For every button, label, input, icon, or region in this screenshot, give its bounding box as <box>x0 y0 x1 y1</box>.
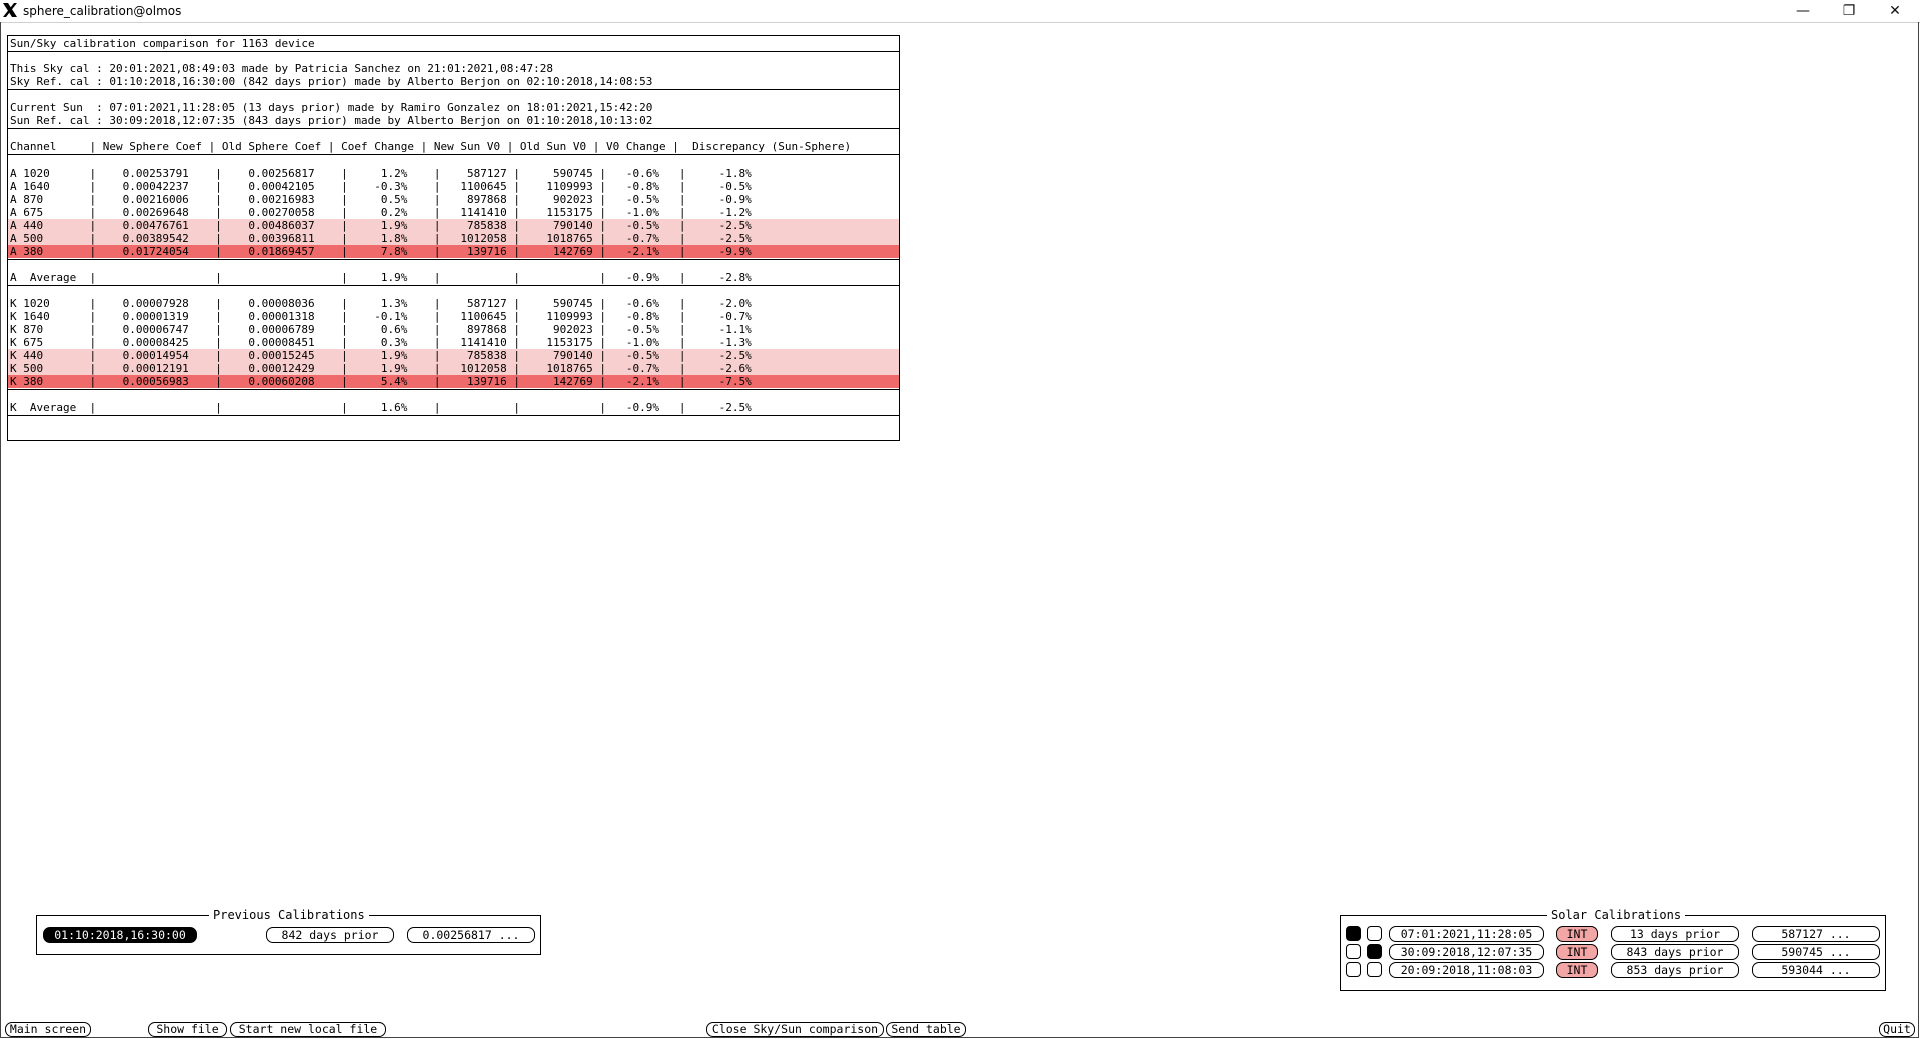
solar-cal-type-button[interactable]: INT <box>1556 944 1598 960</box>
divider <box>8 389 899 390</box>
solar-cal-date-button[interactable]: 30:09:2018,12:07:35 <box>1389 944 1544 960</box>
solar-cal-date-button[interactable]: 20:09:2018,11:08:03 <box>1389 962 1544 978</box>
table-row: K 440 | 0.00014954 | 0.00015245 | 1.9% | 785838 | 790140 | -0.5% | -2.5% <box>8 349 899 362</box>
solar-cal-days-button[interactable]: 13 days prior <box>1611 926 1739 942</box>
sky-ref-line: Sky Ref. cal : 01:10:2018,16:30:00 (842 days prior) made by Alberto Berjon on 02:10:2018,14:08:53 <box>10 75 653 88</box>
solar-calibrations-group <box>1340 908 1886 991</box>
solar-cal-value-button[interactable]: 587127 ... <box>1752 926 1880 942</box>
average-row: A Average | | | 1.9% | | | -0.9% | -2.8% <box>10 271 752 284</box>
sun-ref-radio[interactable] <box>1367 926 1382 941</box>
table-row: A 440 | 0.00476761 | 0.00486037 | 1.9% | 785838 | 790140 | -0.5% | -2.5% <box>8 219 899 232</box>
previous-cal-coef-button[interactable]: 0.00256817 ... <box>407 927 535 943</box>
table-row: K 675 | 0.00008425 | 0.00008451 | 0.3% | 1141410 | 1153175 | -1.0% | -1.3% <box>10 336 752 349</box>
divider <box>8 154 899 155</box>
previous-cal-date-button[interactable]: 01:10:2018,16:30:00 <box>43 927 197 943</box>
show-file-button[interactable]: Show file <box>148 1022 227 1037</box>
sun-select-radio[interactable] <box>1346 944 1361 959</box>
table-row: A 500 | 0.00389542 | 0.00396811 | 1.8% | 1012058 | 1018765 | -0.7% | -2.5% <box>8 232 899 245</box>
sun-select-radio[interactable] <box>1346 962 1361 977</box>
window-title: sphere_calibration@olmos <box>23 4 182 18</box>
window-frame-right <box>1918 22 1919 1038</box>
quit-button[interactable]: Quit <box>1879 1022 1915 1037</box>
report-header: Sun/Sky calibration comparison for 1163 device <box>10 37 315 50</box>
x-window-icon <box>2 2 18 18</box>
send-table-button[interactable]: Send table <box>886 1022 966 1037</box>
previous-cal-days-button[interactable]: 842 days prior <box>266 927 394 943</box>
restore-icon[interactable]: ❐ <box>1842 3 1856 19</box>
divider <box>8 89 899 90</box>
table-row: A 870 | 0.00216006 | 0.00216983 | 0.5% | 897868 | 902023 | -0.5% | -0.9% <box>10 193 752 206</box>
main-screen-button[interactable]: Main screen <box>5 1022 91 1037</box>
table-row: A 1640 | 0.00042237 | 0.00042105 | -0.3% | 1100645 | 1109993 | -0.8% | -0.5% <box>10 180 752 193</box>
current-sun-line: Current Sun : 07:01:2021,11:28:05 (13 days prior) made by Ramiro Gonzalez on 18:01:2021,15:42:20 <box>10 101 653 114</box>
group-title: Previous Calibrations <box>209 908 369 922</box>
table-row: A 380 | 0.01724054 | 0.01869457 | 7.8% | 139716 | 142769 | -2.1% | -9.9% <box>8 245 899 258</box>
sun-ref-radio[interactable] <box>1367 944 1382 959</box>
table-row: A 675 | 0.00269648 | 0.00270058 | 0.2% | 1141410 | 1153175 | -1.0% | -1.2% <box>10 206 752 219</box>
solar-cal-value-button[interactable]: 593044 ... <box>1752 962 1880 978</box>
sun-ref-radio[interactable] <box>1367 962 1382 977</box>
column-headers: Channel | New Sphere Coef | Old Sphere Coef | Coef Change | New Sun V0 | Old Sun V0 | V0 Change | Discrepancy (Sun-Sphere) <box>10 140 852 153</box>
window-frame-left <box>0 22 1 1038</box>
table-row: K 870 | 0.00006747 | 0.00006789 | 0.6% | 897868 | 902023 | -0.5% | -1.1% <box>10 323 752 336</box>
solar-cal-type-button[interactable]: INT <box>1556 962 1598 978</box>
table-row: K 1020 | 0.00007928 | 0.00008036 | 1.3% | 587127 | 590745 | -0.6% | -2.0% <box>10 297 752 310</box>
table-row: K 1640 | 0.00001319 | 0.00001318 | -0.1% | 1100645 | 1109993 | -0.8% | -0.7% <box>10 310 752 323</box>
minimize-icon[interactable]: — <box>1796 3 1810 19</box>
sun-select-radio[interactable] <box>1346 926 1361 941</box>
start-new-local-file-button[interactable]: Start new local file <box>230 1022 386 1037</box>
title-bar[interactable] <box>0 0 1920 23</box>
comparison-report <box>7 35 900 441</box>
solar-cal-type-button[interactable]: INT <box>1556 926 1598 942</box>
divider <box>8 285 899 286</box>
divider <box>8 415 899 416</box>
divider <box>8 128 899 129</box>
window-frame-bottom <box>0 1037 1919 1038</box>
close-icon[interactable]: ✕ <box>1889 3 1901 19</box>
divider <box>8 51 899 52</box>
solar-cal-days-button[interactable]: 853 days prior <box>1611 962 1739 978</box>
average-row: K Average | | | 1.6% | | | -0.9% | -2.5% <box>10 401 752 414</box>
table-row: A 1020 | 0.00253791 | 0.00256817 | 1.2% | 587127 | 590745 | -0.6% | -1.8% <box>10 167 752 180</box>
sun-ref-line: Sun Ref. cal : 30:09:2018,12:07:35 (843 days prior) made by Alberto Berjon on 01:10:2018,10:13:02 <box>10 114 653 127</box>
divider <box>8 259 899 260</box>
previous-calibrations-group <box>36 908 541 955</box>
solar-cal-date-button[interactable]: 07:01:2021,11:28:05 <box>1389 926 1544 942</box>
group-title: Solar Calibrations <box>1547 908 1685 922</box>
solar-cal-value-button[interactable]: 590745 ... <box>1752 944 1880 960</box>
close-sky-sun-comparison-button[interactable]: Close Sky/Sun comparison <box>706 1022 884 1037</box>
solar-cal-days-button[interactable]: 843 days prior <box>1611 944 1739 960</box>
sky-cal-line: This Sky cal : 20:01:2021,08:49:03 made by Patricia Sanchez on 21:01:2021,08:47:28 <box>10 62 554 75</box>
table-row: K 380 | 0.00056983 | 0.00060208 | 5.4% | 139716 | 142769 | -2.1% | -7.5% <box>8 375 899 388</box>
table-row: K 500 | 0.00012191 | 0.00012429 | 1.9% | 1012058 | 1018765 | -0.7% | -2.6% <box>8 362 899 375</box>
